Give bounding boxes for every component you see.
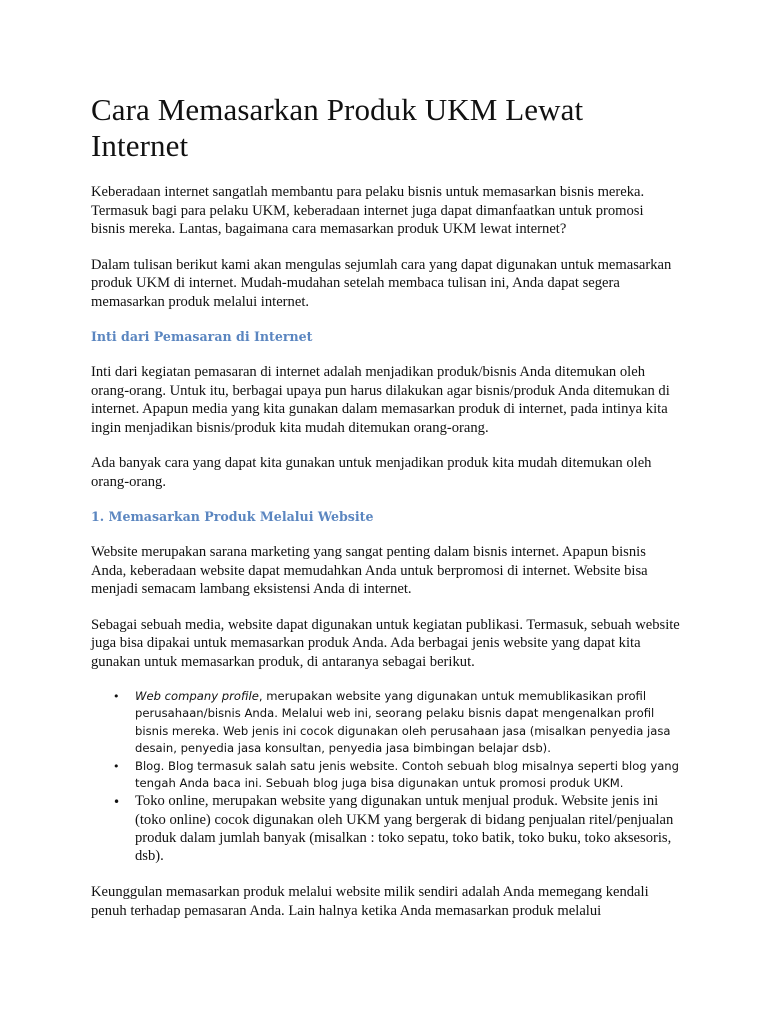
section-heading-website: 1. Memasarkan Produk Melalui Website [91, 509, 374, 524]
section1-paragraph-2: Ada banyak cara yang dapat kita gunakan untuk menjadikan produk kita mudah ditemukan oleh orang-orang. [91, 455, 652, 490]
list-item-text: , merupakan website yang digunakan untuk memublikasikan profil perusahaan/bisnis Anda. Melalui web ini, seorang pelaku bisnis dapat mengenalkan profil bisnis mereka. Web jenis ini cocok digunakan oleh perusahaan jasa (misalkan penyedia jasa desain, penyedia jasa konsultan, penyedia jasa bimbingan belajar dsb). [135, 689, 671, 756]
website-types-list [91, 688, 681, 865]
list-item [113, 688, 681, 758]
list-item-term: Web company profile [135, 689, 259, 703]
section2-paragraph-2: Sebagai sebuah media, website dapat digunakan untuk kegiatan publikasi. Termasuk, sebuah website juga bisa dipakai untuk memasarkan produk Anda. Ada berbagai jenis website yang dapat kita gunakan untuk memasarkan produk, di antaranya sebagai berikut. [91, 616, 680, 670]
bullet-icon: • [113, 690, 120, 703]
intro-paragraph-2: Dalam tulisan berikut kami akan mengulas sejumlah cara yang dapat digunakan untuk memasarkan produk UKM di internet. Mudah-mudahan setelah membaca tulisan ini, Anda dapat segera memasarkan produk melalui internet. [91, 256, 672, 310]
page-title: Cara Memasarkan Produk UKM Lewat Internet [91, 92, 584, 163]
list-item-text: Toko online, merupakan website yang digunakan untuk menjual produk. Website jenis ini (toko online) cocok digunakan oleh UKM yang bergerak di bidang penjualan ritel/penjualan produk dalam jumlah banyak (misalkan : toko sepatu, toko batik, toko buku, toko aksesoris, dsb). [135, 793, 674, 865]
bullet-icon: • [113, 759, 120, 773]
section1-paragraph-1: Inti dari kegiatan pemasaran di internet adalah menjadikan produk/bisnis Anda ditemukan oleh orang-orang. Untuk itu, berbagai upaya pun harus dilakukan agar bisnis/produk Anda ditemukan di internet. Apapun media yang kita gunakan dalam memasarkan produk di internet, pada intinya kita ingin menjadikan bisnis/produk kita mudah ditemukan orang-orang. [91, 364, 670, 436]
document-page [91, 92, 681, 937]
section2-paragraph-1: Website merupakan sarana marketing yang sangat penting dalam bisnis internet. Apapun bisnis Anda, keberadaan website dapat memudahkan Anda untuk berpromosi di internet. Website bisa menjadi semacam lambang eksistensi Anda di internet. [91, 544, 648, 597]
bullet-icon: • [113, 795, 121, 810]
list-item-text: Blog. Blog termasuk salah satu jenis website. Contoh sebuah blog misalnya seperti blog yang tengah Anda baca ini. Sebuah blog juga bisa digunakan untuk promosi produk UKM. [135, 758, 680, 791]
closing-paragraph: Keunggulan memasarkan produk melalui website milik sendiri adalah Anda memegang kendali penuh terhadap pemasaran Anda. Lain halnya ketika Anda memasarkan produk melalui [91, 884, 649, 919]
section-heading-inti: Inti dari Pemasaran di Internet [91, 329, 313, 344]
list-item [113, 758, 681, 793]
list-item [113, 792, 681, 865]
intro-paragraph-1: Keberadaan internet sangatlah membantu para pelaku bisnis untuk memasarkan bisnis mereka. Termasuk bagi para pelaku UKM, keberadaan internet juga dapat dimanfaatkan untuk promosi bisnis mereka. Lantas, bagaimana cara memasarkan produk UKM lewat internet? [91, 184, 645, 237]
